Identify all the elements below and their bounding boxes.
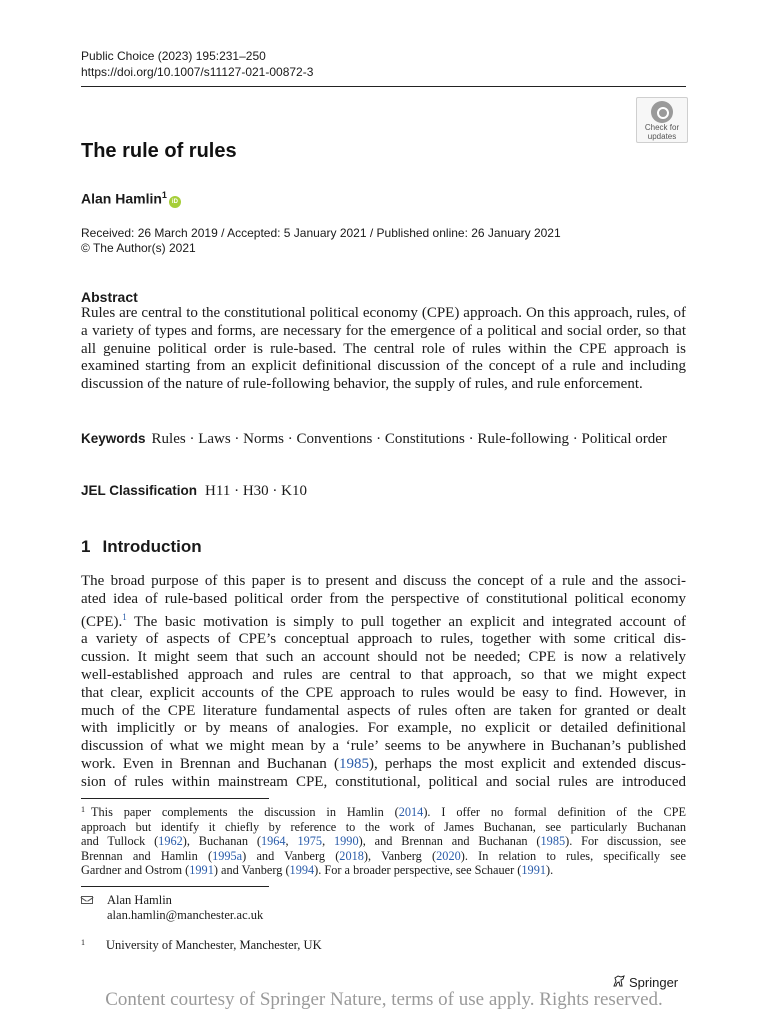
- jel-codes: H11 · H30 · K10: [205, 483, 307, 499]
- envelope-icon: [81, 896, 93, 904]
- intro-line: The broad purpose of this paper is to present and discuss the concept of a rule and the associ-: [81, 573, 686, 589]
- journal-header: [81, 48, 313, 80]
- article-title: The rule of rules: [81, 140, 237, 162]
- affiliation-divider: [81, 886, 269, 887]
- introduction-paragraph: [81, 573, 686, 792]
- section-title: Introduction: [102, 537, 202, 556]
- doi-link[interactable]: https://doi.org/10.1007/s11127-021-00872-3: [81, 65, 314, 79]
- keywords-label: Keywords: [81, 431, 146, 446]
- check-for-updates-badge[interactable]: [636, 97, 688, 143]
- intro-line: much of the CPE literature fundamental aspects of rules often are taken for granted or dealt: [81, 702, 686, 719]
- intro-line: [81, 609, 686, 632]
- orcid-icon[interactable]: iD: [169, 196, 181, 208]
- footnote-text: ), Buchanan (: [182, 834, 261, 848]
- check-updates-icon: [651, 101, 673, 123]
- corresponding-author-email[interactable]: alan.hamlin@manchester.ac.uk: [107, 908, 264, 922]
- footnote-text: Gardner and Ostrom (: [81, 863, 190, 877]
- author-line: [81, 186, 181, 208]
- jel-classification: [81, 482, 686, 501]
- footnote-line: approach but identify it chiefly by reference to the work of James Buchanan, see particularly Buchanan: [81, 819, 686, 834]
- citation-link[interactable]: 1994: [289, 863, 315, 877]
- intro-line: well-established approach and rules are central to that approach, so that we might expect: [81, 666, 686, 683]
- footnote-line: and Tullock (1962), Buchanan (1964, 1975, 1990), and Brennan and Buchanan (1985). For discussion, see: [81, 834, 686, 848]
- citation-link[interactable]: 1990: [334, 834, 359, 848]
- author-name[interactable]: Alan Hamlin: [81, 190, 162, 207]
- publication-dates: [81, 226, 561, 256]
- intro-line: sion of rules within mainstream CPE, constitutional, political and social rules are introduced: [81, 773, 686, 790]
- footnote-text: ). For a broader perspective, see Schauer (: [314, 863, 522, 877]
- citation-link[interactable]: 1985: [540, 834, 566, 848]
- footnote-link[interactable]: 1: [122, 611, 127, 622]
- footnote-text: Brennan and Hamlin (: [81, 848, 213, 863]
- footnote-mark: 1: [81, 805, 85, 814]
- badge-line-2: updates: [647, 132, 677, 141]
- footnote-text: ), Vanberg (: [363, 848, 437, 863]
- footnote-text: ). In relation to rules, specifically see: [460, 848, 686, 863]
- intro-line: that clear, explicit accounts of the CPE approach to rules would be easy to find. However, in: [81, 684, 686, 701]
- history-dates: Received: 26 March 2019 / Accepted: 5 January 2021 / Published online: 26 January 2021: [81, 226, 561, 240]
- abstract-heading: Abstract: [81, 289, 138, 305]
- footnote-divider: [81, 798, 269, 799]
- footnote-line: [81, 863, 686, 878]
- journal-citation: Public Choice (2023) 195:231–250: [81, 49, 266, 63]
- intro-line: with implicitly or by means of analogies. For example, no explicit or detailed definitional: [81, 720, 686, 737]
- intro-line: cussion. It might seem that such an account should not be needed; CPE is now a relatively: [81, 649, 686, 666]
- footnote-text: ).: [545, 863, 554, 877]
- intro-line: discussion of what we might mean by a ‘rule’ seems to be anywhere in Buchanan’s published: [81, 738, 686, 755]
- intro-line: a variety of aspects of CPE’s conceptual approach to rules, together with some critical dis-: [81, 631, 686, 648]
- section-number: 1: [81, 537, 91, 556]
- keywords: [81, 430, 686, 449]
- citation-link[interactable]: 1964: [260, 834, 286, 848]
- corresponding-author-name: Alan Hamlin: [107, 893, 172, 907]
- keywords-list: Rules · Laws · Norms · Conventions · Constitutions · Rule-following · Political order: [151, 431, 667, 447]
- citation-link[interactable]: 2020: [436, 848, 461, 863]
- intro-text: ), perhaps the most explicit and extended discus-: [369, 755, 686, 772]
- footnote-text: ) and Vanberg (: [213, 863, 290, 877]
- section-heading: [81, 536, 202, 558]
- citation-link[interactable]: 1991: [189, 863, 214, 877]
- intro-line: [81, 756, 686, 774]
- affiliation-text: University of Manchester, Manchester, UK: [106, 938, 322, 952]
- citation-link[interactable]: 2018: [339, 848, 364, 863]
- footnote-text: ), and Brennan and Buchanan (: [358, 834, 541, 848]
- author-affiliation-mark: 1: [161, 190, 167, 200]
- footnote-text: ). For discussion, see: [565, 834, 686, 848]
- citation-link[interactable]: 2014: [398, 805, 424, 819]
- footnote: [81, 803, 686, 878]
- citation-link[interactable]: 1991: [521, 863, 546, 877]
- abstract-text: Rules are central to the constitutional political economy (CPE) approach. On this approach, rules, of a variety of types and forms, are necessary for the emergence of a political and social order, so that all genuine political order is rule-based. The central role of rules within the CPE approach is examined starting from an explicit definitional discussion of the concept of a rule and including discussion of the nature of rule-following behavior, the supply of rules, and rule enforcement.: [81, 305, 686, 393]
- header-divider: [81, 86, 686, 87]
- footnote-text: This paper complements the discussion in Hamlin (: [91, 805, 399, 819]
- footnote-line: [81, 803, 686, 820]
- citation-link[interactable]: 1975: [297, 834, 323, 848]
- footnote-text: ). I offer no formal definition of the CPE: [423, 805, 686, 819]
- footnote-line: [81, 849, 686, 864]
- citation-link[interactable]: 1995a: [212, 848, 243, 863]
- citation-link[interactable]: 1985: [339, 755, 370, 772]
- publisher-name: Springer: [629, 975, 679, 990]
- citation-link[interactable]: 1962: [158, 834, 183, 848]
- footnote-text: and Tullock (: [81, 834, 159, 848]
- intro-text: The basic motivation is simply to pull together an explicit and integrated account of: [126, 613, 686, 630]
- courtesy-watermark: Content courtesy of Springer Nature, terms of use apply. Rights reserved.: [105, 989, 663, 1010]
- intro-text: (CPE).: [81, 613, 123, 630]
- copyright: © The Author(s) 2021: [81, 241, 196, 255]
- intro-text: work. Even in Brennan and Buchanan (: [81, 755, 340, 772]
- footnote-text: ) and Vanberg (: [242, 848, 340, 863]
- affiliation-mark: 1: [81, 938, 85, 947]
- jel-label: JEL Classification: [81, 483, 198, 498]
- affiliation: [81, 935, 322, 953]
- intro-line: ated idea of rule-based political order from the perspective of constitutional political economy: [81, 590, 686, 607]
- badge-line-1: Check for: [644, 123, 680, 132]
